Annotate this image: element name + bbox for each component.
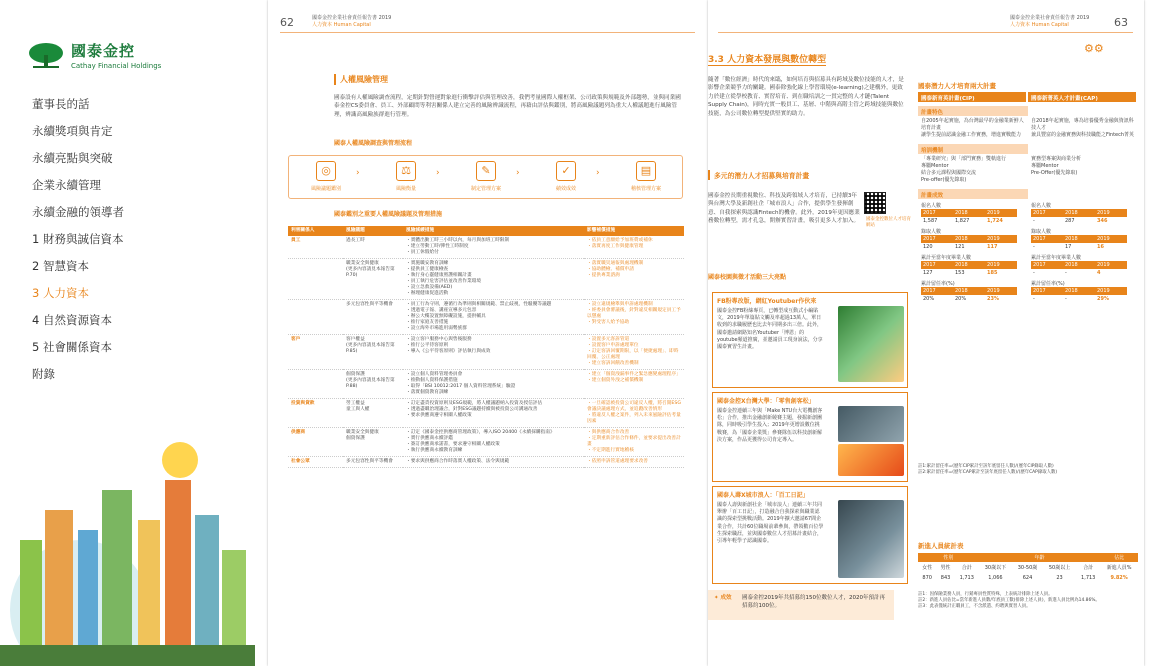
table-cell: 職業安全與健康 (更多內容請見本報告第P.70): [343, 259, 403, 300]
intro-paragraph: 國泰設有人權風險調查流程，定期針對營運對象進行衝擊評估與管理改善，我們考量國際人權框架、公司政策與規範及外部趨勢，並與同業國泰金控CS委員會、員工、外部顧問等利害關係人建立完善的風險辨識流程，再藉由評估與鑑別，將高風險議題列為重大人權議題進行風險管理，辨識高風險族群進行管理。: [334, 95, 681, 118]
photo-fb-page: [838, 306, 904, 382]
note-1: 註1:累計留任率=(歷年CIP累計至該年底留任人數)/(歷年CIP錄取人數): [918, 464, 1054, 469]
value-cell: 127: [923, 270, 933, 276]
col-header: 影響補償措施: [584, 226, 684, 236]
metric-label: 錄取人數: [1031, 229, 1052, 235]
scale-icon: ⚖: [396, 161, 416, 181]
table-row: [288, 428, 684, 457]
metric-table: [1031, 261, 1127, 277]
section-title: 人權風險管理: [334, 74, 388, 85]
process-flow: [288, 155, 683, 199]
highlight-title: FB粉專改版，網紅Youtuber作伙來: [717, 298, 817, 305]
bullet-item: 兼具豐富的金融實務與科技職能之Fintech菁英: [1031, 132, 1135, 138]
metric-label: 累計至當年度畢業人數: [1031, 255, 1082, 261]
header-subtitle: 人力資本 Human Capital: [312, 22, 371, 28]
sub-header-row: [918, 562, 1138, 573]
subsection-title: 多元的潛力人才招募與培育計畫: [708, 170, 809, 180]
footnote: [918, 464, 1138, 476]
year-cell: 2017: [1031, 261, 1063, 269]
year-cell: 2017: [1031, 235, 1063, 243]
gears-icon: ⚙⚙: [1084, 42, 1104, 55]
note-2: 註2:累計留任率=(歷年CAP累計至該年底留任人數)/(歷年CAP錄取人數): [918, 470, 1058, 475]
year-cell: 2018: [953, 209, 985, 217]
flow-label: 風險衡量: [395, 186, 416, 192]
plan-b-header: 國泰新菁英人才計畫(CAP): [1028, 92, 1136, 102]
header-divider: [280, 32, 695, 33]
metric-label: 累計留任率(%): [1031, 281, 1065, 287]
year-row: [1031, 209, 1127, 217]
table-cell: ・依員工意願給予加班費或補休 ・落實再度工作與健康管理: [584, 236, 684, 259]
nav-item[interactable]: 永續亮點與突破: [32, 151, 113, 165]
value-cell: 20%: [955, 296, 967, 302]
year-cell: 2017: [921, 209, 953, 217]
year-row: [1031, 235, 1127, 243]
value-cell: -: [1065, 270, 1067, 276]
table-cell: ・要求與供應商合作時落實人權政策、法令與規範: [403, 457, 584, 468]
arrow-right-icon: ›: [516, 168, 520, 178]
year-cell: 2019: [985, 235, 1017, 243]
value-cell: 624: [1022, 575, 1033, 581]
flow-step: [541, 161, 591, 192]
performance-column: [918, 199, 1028, 303]
nav-item[interactable]: 企業永續管理: [32, 178, 101, 192]
nav-item[interactable]: 董事長的話: [32, 97, 90, 111]
bullet-item: 專屬Mentor: [1031, 163, 1059, 169]
year-cell: 2019: [1095, 209, 1127, 217]
footnote-line: 註1：因保險業務人員，行銷專員性質特殊，上表統計排除上述人員。: [918, 592, 1053, 597]
value-cell: -: [1033, 296, 1035, 302]
table-cell: ・實體出勤工時三小時以內，每月與加班工時限制 ・建立勞動工時/彈性工時制度 ・員工休假給付: [403, 236, 584, 259]
value-cell: 843: [940, 575, 951, 581]
highlight-title: 國泰金控X台灣大學：「零售創客松」: [717, 398, 815, 405]
year-cell: 2017: [921, 261, 953, 269]
table-cell: ・與供應商合作改善 ・定期重新評估合作條件，並要求提出改善計畫 ・不定期進行實地稽核: [584, 428, 684, 457]
year-cell: 2017: [921, 235, 953, 243]
arrow-right-icon: ›: [596, 168, 600, 178]
year-cell: 2019: [985, 287, 1017, 295]
table-row: [288, 399, 684, 428]
nav-item[interactable]: 永續獎項與肯定: [32, 124, 113, 138]
year-cell: 2018: [1063, 209, 1095, 217]
table-cell: ・設立客戶服務中心與售後服務 ・推行公平待客原則 ・導入《公平待客原則》評估執行與成效: [403, 335, 584, 370]
table-row: [288, 335, 684, 370]
highlight-text: 國泰金控連續三年與「Make NTU台大電機創客松」合作，推出金融創新競賽主題，發掘新創團隊，同時吸引學生投入；2019年更增設數位挑戰賽，為「國泰企業獎」參賽隊伍以科技創新解決方案，作品更獲得公司肯定導入。: [717, 408, 823, 443]
metric-table: [1031, 287, 1127, 303]
year-row: [1031, 261, 1127, 269]
value-cell: -: [1033, 270, 1035, 276]
year-cell: 2018: [1063, 261, 1095, 269]
year-cell: 2019: [985, 261, 1017, 269]
year-row: [921, 261, 1017, 269]
flow-step: [621, 161, 671, 192]
metric-table: [921, 287, 1017, 303]
pencil-icon: ✎: [476, 161, 496, 181]
value-row: [921, 295, 1017, 303]
value-cell: 185: [987, 270, 998, 276]
metric-label: 報名人數: [921, 203, 942, 209]
program-column: [918, 116, 1028, 141]
year-cell: 2018: [1063, 287, 1095, 295]
metric-table: [1031, 235, 1127, 251]
table-row: [288, 370, 684, 399]
value-cell: 117: [987, 244, 998, 250]
nav-item[interactable]: 2 智慧資本: [32, 259, 89, 273]
value-cell: 23%: [987, 296, 999, 302]
table-cell: 供應商: [288, 428, 343, 457]
bullet-item: 「專業研究」與「部門實務」雙軌進行: [921, 156, 1007, 162]
value-cell: 1,713: [1081, 575, 1096, 581]
year-row: [921, 209, 1017, 217]
metric-label: 累計至當年度畢業人數: [921, 255, 972, 261]
year-cell: 2017: [921, 287, 953, 295]
value-cell: 120: [923, 244, 933, 250]
year-row: [921, 235, 1017, 243]
header-subtitle: 人力資本 Human Capital: [1010, 22, 1069, 28]
value-cell: 1,713: [959, 575, 974, 581]
value-cell: 121: [955, 244, 965, 250]
table-cell: 勞工權益 童工與人權: [343, 399, 403, 428]
metric-label: 報名人數: [1031, 203, 1052, 209]
year-cell: 2018: [1063, 235, 1095, 243]
highlight-text: 國泰人壽與新創社企「城市浪人」連續三年共同舉辦「百工日記」，打造融合自我探索與職業認識的探索型挑戰活動。2019年擴大邀請67間企業合作，共計60位職場前輩參與，帶領數百位學生探索職涯，並與國泰數位人才招募計畫結合，引導年輕學子認識國泰。: [717, 502, 824, 545]
metric-table: [921, 261, 1017, 277]
footnote-line: 註2：新進人員佔比=當年新進人員數/年底員工數(排除上述人員)，新進人員比例為14.86%。: [918, 598, 1100, 603]
nav-item-active[interactable]: 3 人力資本: [32, 286, 89, 300]
bullet-item: 專屬Mentor: [921, 163, 949, 169]
qr-label: 國泰金控數位人才培育網站: [866, 217, 911, 228]
metric-label: 錄取人數: [921, 229, 942, 235]
check-icon: ✓: [556, 161, 576, 181]
achievement-label: ✦ 成效: [714, 595, 732, 601]
logo-text-cn: 國泰金控: [71, 42, 136, 60]
arrow-right-icon: ›: [356, 168, 360, 178]
value-row: [921, 243, 1017, 251]
year-cell: 2018: [953, 235, 985, 243]
value-cell: 153: [955, 270, 965, 276]
achievement-label-text: 成效: [720, 595, 732, 601]
table-cell: ・設立違規檢舉與申訴處理機制 ・經委員會審議後，針對違反相關規定員工予以懲處 ・對受害人給予協助: [584, 300, 684, 335]
table-cell: 職業安全與健康 個資保護: [343, 428, 403, 457]
flow-title: 國泰人權風險調查與管理流程: [334, 140, 413, 147]
bullet-item: 自2018年起實施，專為培養優秀金融與資訊科技人才: [1031, 118, 1134, 131]
sub-header-cell: 女性: [922, 565, 933, 571]
intro-paragraph: 隨著「數位經濟」時代的來臨，如何培育與招募具有跨域及數位技能的人才，是影響企業競爭力的關鍵。國泰除強化線上學習環境(e-learning)之建構外，更致力於建立從學校教育、實習培育、到在職培訓之一貫完整的人才鏈(Talent Supply Chain)，同時充實一般員工、基層、中階與高階主管之跨域技能與數位技能，為公司數位轉型提供堅實的助力。: [708, 77, 904, 117]
metric-table: [921, 209, 1017, 225]
value-cell: 23: [1056, 575, 1063, 581]
program-column: [1028, 116, 1138, 141]
target-icon: ◎: [316, 161, 336, 181]
flow-label: 績效成效: [555, 186, 576, 192]
chapter-nav: [32, 94, 124, 391]
value-cell: 1,587: [923, 218, 938, 224]
value-cell: 1,066: [988, 575, 1003, 581]
flow-label: 稽核管理方案: [630, 186, 661, 192]
value-cell: 20%: [923, 296, 935, 302]
page-number: 62: [280, 16, 294, 29]
achievement-text: 國泰金控2019年共招募約150位數位人才，2020年預計再招募約100位。: [742, 595, 885, 609]
value-row: [1031, 243, 1127, 251]
sub-header-cell: 30歲以下: [984, 565, 1007, 571]
metric-label: 累計留任率(%): [921, 281, 955, 287]
col-group-header: 佔比: [1100, 553, 1138, 562]
flow-label: 制定管理方案: [470, 186, 501, 192]
sub-header-cell: 男性: [940, 565, 951, 571]
sub-header-cell: 合計: [961, 565, 972, 571]
bullet-item: 讓學生提前認識金融工作實務，增進實戰能力: [921, 132, 1022, 138]
nav-item[interactable]: 1 財務與誠信資本: [32, 232, 124, 246]
highlight-text: 國泰金控FB粉絲專頁，已轉型成互動式小編貼文，2019年單篇貼文觸及率超過13萬人，單日收到的求職履歷也比去年同期多出三倍。此外，國泰邀請網路知名Youtuber「博恩」的youtube頻道推廣，並邀請員工現身說法，分享國泰實習生計畫。: [717, 308, 823, 351]
tree-logo-icon: [27, 41, 65, 69]
col-group-header: 性別: [918, 553, 979, 562]
section-title: 3.3 人力資本發展與數位轉型: [708, 52, 826, 66]
table-footnotes: [918, 592, 1138, 610]
table-cell: [288, 259, 343, 300]
sub-header-cell: 合計: [1083, 565, 1094, 571]
sub-header-cell: 50歲以上: [1048, 565, 1071, 571]
nav-item[interactable]: 永續金融的領導者: [32, 205, 124, 219]
year-cell: 2019: [1095, 235, 1127, 243]
table-cell: 多元包容性與平等機會: [343, 300, 403, 335]
nav-item[interactable]: 附錄: [32, 367, 55, 381]
table-cell: 客戶: [288, 335, 343, 370]
footnote-line: 註3：此表僅統計正職員工，不含派遣、約聘與實習人員。: [918, 604, 1031, 609]
header-title: 國泰金控企業社會責任報告書 2019: [1010, 15, 1090, 21]
flow-step: [381, 161, 431, 192]
table-cell: ・落實職災通報與處理機制 ・協助體檢、補償申請 ・提供專業諮詢: [584, 259, 684, 300]
bullet-item: Pre-offer(優先錄取): [921, 177, 967, 183]
col-header: 風險減緩措施: [403, 226, 584, 236]
bullet-item: 實務型專案與商業分析: [1031, 156, 1082, 162]
qr-code[interactable]: [864, 192, 886, 214]
col-header: 利害關係人: [288, 226, 343, 236]
performance-title: 計畫成效: [918, 189, 1028, 199]
achievement-banner: [708, 590, 894, 620]
training-row: [918, 154, 1138, 186]
page-header: [1010, 15, 1089, 29]
value-cell: 4: [1097, 270, 1101, 276]
highlight-title: 國泰人壽X城市浪人：「百工日記」: [717, 492, 809, 499]
highlights-title: 國泰校園與徵才活動三大亮點: [708, 274, 787, 281]
sub-header-cell: 新進人員%: [1106, 565, 1132, 571]
value-cell: 17: [1065, 244, 1072, 250]
table-cell: 投資與貸款: [288, 399, 343, 428]
header-divider: [718, 32, 1133, 33]
table-row: [288, 259, 684, 300]
value-cell: 9.82%: [1110, 575, 1128, 581]
value-cell: 1,724: [987, 218, 1003, 224]
training-title: 培訓機制: [918, 144, 1028, 154]
value-cell: 870: [922, 575, 932, 581]
year-cell: 2019: [985, 209, 1017, 217]
program-column: [1028, 154, 1138, 186]
table-cell: ・一旦確認被投資公司違反人權，將召開ESG會議決議處理方式，並追蹤改善情形 ・將違反人權之案件，列入未來風險評估考量因素: [584, 399, 684, 428]
value-row: [921, 217, 1017, 225]
subsection-paragraph: 國泰金控長期重視數位、科技及跨領域人才培育，已持續3年與台灣大學及新創社企「城市浪人」合作，提供學生發揮創意、自我探索與認識Fintech的機會。此外，2019年更因應業務數位轉型，需才孔急，開辦實習計畫，吸引更多人才加入。: [708, 193, 860, 225]
table-cell: [288, 300, 343, 335]
talent-programs-panel: [918, 78, 1138, 303]
table-cell: ・建立「個資洩漏事件之緊急應變處理程序」 ・建立個資外洩之補償機制: [584, 370, 684, 399]
performance-column: [1028, 199, 1138, 303]
arrow-right-icon: ›: [436, 168, 440, 178]
year-cell: 2017: [1031, 209, 1063, 217]
table-cell: ・訂定盡責投資原則及ESG規範，將人權議題納入投資及授信評估 ・透過盡職治理議合，針對ESG議題持續與被投資公司溝通改善 ・要求供應商遵守相關人權政策: [403, 399, 584, 428]
value-row: [1031, 295, 1127, 303]
value-cell: -: [1065, 296, 1067, 302]
table-title: 國泰鑑別之重要人權風險議題及管理措施: [334, 211, 443, 218]
metric-table: [921, 235, 1017, 251]
value-cell: 1,827: [955, 218, 970, 224]
value-cell: 346: [1097, 218, 1108, 224]
sub-header-cell: 30-50歲: [1017, 565, 1038, 571]
risk-table: [288, 226, 684, 468]
table-cell: 社會公眾: [288, 457, 343, 468]
page-header: [312, 15, 391, 29]
year-cell: 2017: [1031, 287, 1063, 295]
plan-a-header: 國泰新育英計畫(CIP): [918, 92, 1026, 102]
table-cell: 過長工時: [343, 236, 403, 259]
col-group-header: 年齡: [979, 553, 1100, 562]
photo-group: [838, 500, 904, 578]
panel-title: 國泰潛力人才培育兩大計畫: [918, 82, 996, 90]
table-row: [288, 236, 684, 259]
program-column: [918, 154, 1028, 186]
table-cell: ・實施職安教育訓練 ・提供員工健康檢查 ・執行身心靈健康照護相關計畫 ・員工執行危害評估並改善作業環境 ・設立急救設備(AED) ・辦理健康促進活動: [403, 259, 584, 300]
value-cell: 16: [1097, 244, 1104, 250]
city-illustration: [0, 420, 255, 666]
risk-table-body: [288, 236, 684, 468]
photo-hackathon: [838, 406, 904, 442]
bullet-item: 結合多元課程與國際交流: [921, 170, 977, 176]
table-cell: ・員工行為守則，遵循行為準則與相關規範、禁止歧視，性騷擾等議題 ・透過電子報、講座宣導多元包容 ・辦公大樓設置無障礙設施，提供輔具 ・推行家庭友善措施 ・設立海外市場進用弱勢族群: [403, 300, 584, 335]
value-row: [1031, 217, 1127, 225]
year-cell: 2018: [953, 287, 985, 295]
table-cell: ・訂定《國泰金控供應商管理政策》，導入ISO 20400《永續採購指南》 ・實行供應商永續評鑑 ・簽訂供應商承諾書，要求遵守相關人權政策 ・執行供應商永續教育訓練: [403, 428, 584, 457]
header-title: 國泰金控企業社會責任報告書 2019: [312, 15, 392, 21]
table-cell: 員工: [288, 236, 343, 259]
value-row: [1031, 269, 1127, 277]
flow-step: [461, 161, 511, 192]
nav-item[interactable]: 5 社會關係資本: [32, 340, 112, 354]
feature-row: [918, 116, 1138, 141]
feature-title: 計畫特色: [918, 106, 1028, 116]
value-cell: 29%: [1097, 296, 1109, 302]
year-cell: 2018: [953, 261, 985, 269]
page-number: 63: [1114, 16, 1128, 29]
table-cell: 客戶權益 (更多內容請見本報告第P.85): [343, 335, 403, 370]
bullet-item: Pre-Offer(優先錄取): [1031, 170, 1078, 176]
table-cell: ・設置多元客訴管道 ・設置客戶申訴處理單位 ・訂定客訴回覆期限，以「便捷處理」、即時回覆、公正處理 ・建立客訴回饋改善機制: [584, 335, 684, 370]
logo[interactable]: [27, 40, 161, 70]
plan-headers: [918, 92, 1138, 102]
bullet-item: 自2005年起實施，為台灣最早的金融業新鮮人培育計畫: [921, 118, 1024, 131]
value-row: [921, 269, 1017, 277]
table-row: [288, 457, 684, 468]
logo-text-en: Cathay Financial Holdings: [71, 62, 162, 70]
year-row: [921, 287, 1017, 295]
col-header: 風險議題: [343, 226, 403, 236]
nav-item[interactable]: 4 自然資源資本: [32, 313, 112, 327]
table-cell: [288, 370, 343, 399]
table-row: [288, 300, 684, 335]
new-hires-title: 新進人員統計表: [918, 542, 964, 550]
value-cell: -: [1033, 218, 1035, 224]
metric-table: [1031, 209, 1127, 225]
table-cell: 個資保護 (更多內容請見本報告第P.88): [343, 370, 403, 399]
value-cell: -: [1033, 244, 1035, 250]
table-cell: ・設立個人資料管理委員會 ・推動個人資料保護措施 ・取得「BSI 10012:2017 個人資料管理系統」驗證 ・落實個資教育訓練: [403, 370, 584, 399]
flow-step: [301, 161, 351, 192]
year-row: [1031, 287, 1127, 295]
new-hires-table: [918, 553, 1138, 583]
year-cell: 2019: [1095, 287, 1127, 295]
photo-hackathon-2: [838, 444, 904, 476]
table-cell: 多元包容性與平等機會: [343, 457, 403, 468]
performance-row: [918, 199, 1138, 303]
flow-label: 風險議題鑑別: [310, 186, 341, 192]
sidebar: [0, 0, 255, 666]
year-cell: 2019: [1095, 261, 1127, 269]
table-cell: ・依照申訴管道處理要求改善: [584, 457, 684, 468]
value-row: [918, 573, 1138, 583]
document-icon: ▤: [636, 161, 656, 181]
value-cell: 287: [1065, 218, 1075, 224]
